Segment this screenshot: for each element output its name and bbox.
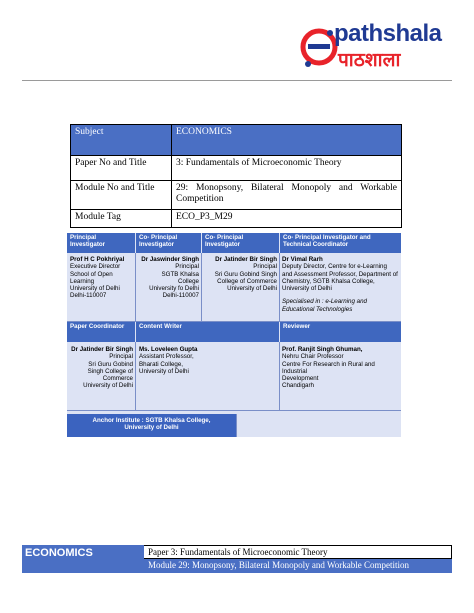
module-tag-value: ECO_P3_M29 — [172, 210, 402, 228]
content-writer-name: Ms. Loveleen Gupta — [139, 346, 198, 353]
paper-coordinator-line: Sri Guru Gobind — [88, 360, 133, 368]
copi-tc-header: Co- Principal Investigator and Technical Coordinator — [280, 233, 401, 253]
table-row — [71, 125, 402, 156]
subject-label: Subject — [71, 125, 172, 156]
paper-label: Paper No and Title — [71, 156, 172, 181]
divider — [279, 253, 280, 321]
logo-text-hindi: पाठशाला — [338, 49, 401, 71]
divider — [201, 253, 202, 321]
copi1-header: Co- Principal Investigator — [136, 233, 201, 253]
copi2-name: Dr Jatinder Bir Singh — [215, 256, 277, 263]
divider — [135, 342, 136, 410]
module-info-table — [70, 124, 402, 228]
copi2-line: University of Delhi — [227, 285, 277, 293]
copi1-line: Principal — [175, 263, 199, 271]
reviewer-header: Reviewer — [280, 322, 401, 342]
pi-line: Delhi-110007 — [70, 292, 107, 300]
paper-coordinator-line: Singh College of — [87, 367, 133, 375]
content-writer-line: Assistant Professor, — [139, 353, 194, 361]
content-writer-line: Bharati College, — [139, 360, 184, 368]
divider — [135, 253, 136, 321]
paper-coordinator-line: Principal — [109, 353, 133, 361]
module-value — [172, 181, 402, 210]
table-row — [71, 210, 402, 228]
divider — [236, 414, 237, 437]
footer-module-title: Module 29: Monopsony, Bilateral Monopoly and Workable Competition — [144, 559, 452, 573]
paper-coordinator-block — [70, 346, 133, 390]
paper-value: 3: Fundamentals of Microeconomic Theory — [172, 156, 402, 181]
copi2-block — [203, 256, 277, 292]
table-row — [71, 156, 402, 181]
epathshala-logo — [300, 18, 440, 76]
reviewer-block — [282, 346, 398, 390]
module-value-text: 29: Monopsony, Bilateral Monopoly and Workable Competition — [176, 183, 397, 204]
module-tag-label: Module Tag — [71, 210, 172, 228]
copi2-header: Co- Principal Investigator — [202, 233, 279, 253]
credits-panel — [67, 233, 401, 437]
copi1-line: College — [178, 277, 199, 285]
paper-coordinator-name: Dr Jatinder Bir Singh — [71, 346, 133, 353]
copi1-line: University fo Delhi — [149, 285, 199, 293]
paper-coordinator-line: Commerce — [102, 375, 133, 383]
copi1-line: SGTB Khalsa — [161, 270, 199, 278]
content-writer-block — [139, 346, 277, 375]
anchor-institute-line: University of Delhi — [124, 424, 179, 432]
copi-tc-block — [282, 256, 398, 313]
anchor-institute-line: Anchor Institute : SGTB Khalsa College, — [92, 417, 211, 424]
table-row — [71, 181, 402, 210]
reviewer-name: Prof. Ranjit Singh Ghuman, — [282, 346, 363, 353]
divider — [67, 410, 401, 411]
footer-paper-title: Paper 3: Fundamentals of Microeconomic Theory — [144, 545, 452, 559]
pi-line: Learning — [70, 277, 95, 285]
copi1-block — [137, 256, 199, 300]
module-label: Module No and Title — [71, 181, 172, 210]
content-writer-line: University of Delhi — [139, 367, 189, 375]
pi-line: School of Open — [70, 270, 113, 278]
copi2-line: College of Commerce — [217, 277, 277, 285]
pi-block — [70, 256, 134, 300]
pi-name: Prof H C Pokhriyal — [70, 256, 125, 263]
anchor-institute — [67, 414, 236, 437]
e-logo-icon — [300, 24, 338, 70]
footer — [22, 545, 452, 573]
header-divider — [22, 80, 452, 81]
footer-subject: ECONOMICS — [22, 545, 144, 573]
paper-coordinator-header: Paper Coordinator — [67, 322, 135, 342]
divider — [279, 342, 280, 410]
reviewer-line: Centre For Research in Rural and Industrial — [282, 360, 375, 375]
logo-text-english: pathshala — [334, 20, 442, 47]
copi-tc-text: Deputy Director, Centre for e-Learning and Assessment Professor, Department of Chemistry, SGTB Khalsa College, University of Delhi — [282, 263, 398, 293]
copi1-name: Dr Jaswinder Singh — [141, 256, 199, 263]
pi-line: Executive Director — [70, 263, 121, 271]
copi-tc-specialisation: Specialised in : e-Learning and Educational Technologies — [282, 298, 367, 313]
copi1-line: Delhi-110007 — [162, 292, 199, 300]
copi2-line: Sri Guru Gobind Singh — [214, 270, 277, 278]
paper-coordinator-line: University of Delhi — [83, 382, 133, 390]
reviewer-line: Chandigarh — [282, 382, 314, 390]
subject-value: ECONOMICS — [172, 125, 402, 156]
pi-line: University of Delhi — [70, 285, 120, 293]
reviewer-line: Nehru Chair Professor — [282, 353, 344, 361]
copi-tc-name: Dr Vimal Rarh — [282, 256, 323, 263]
reviewer-line: Development — [282, 375, 319, 383]
copi2-line: Principal — [253, 263, 277, 271]
content-writer-header: Content Writer — [136, 322, 279, 342]
pi-header: Principal Investigator — [67, 233, 135, 253]
